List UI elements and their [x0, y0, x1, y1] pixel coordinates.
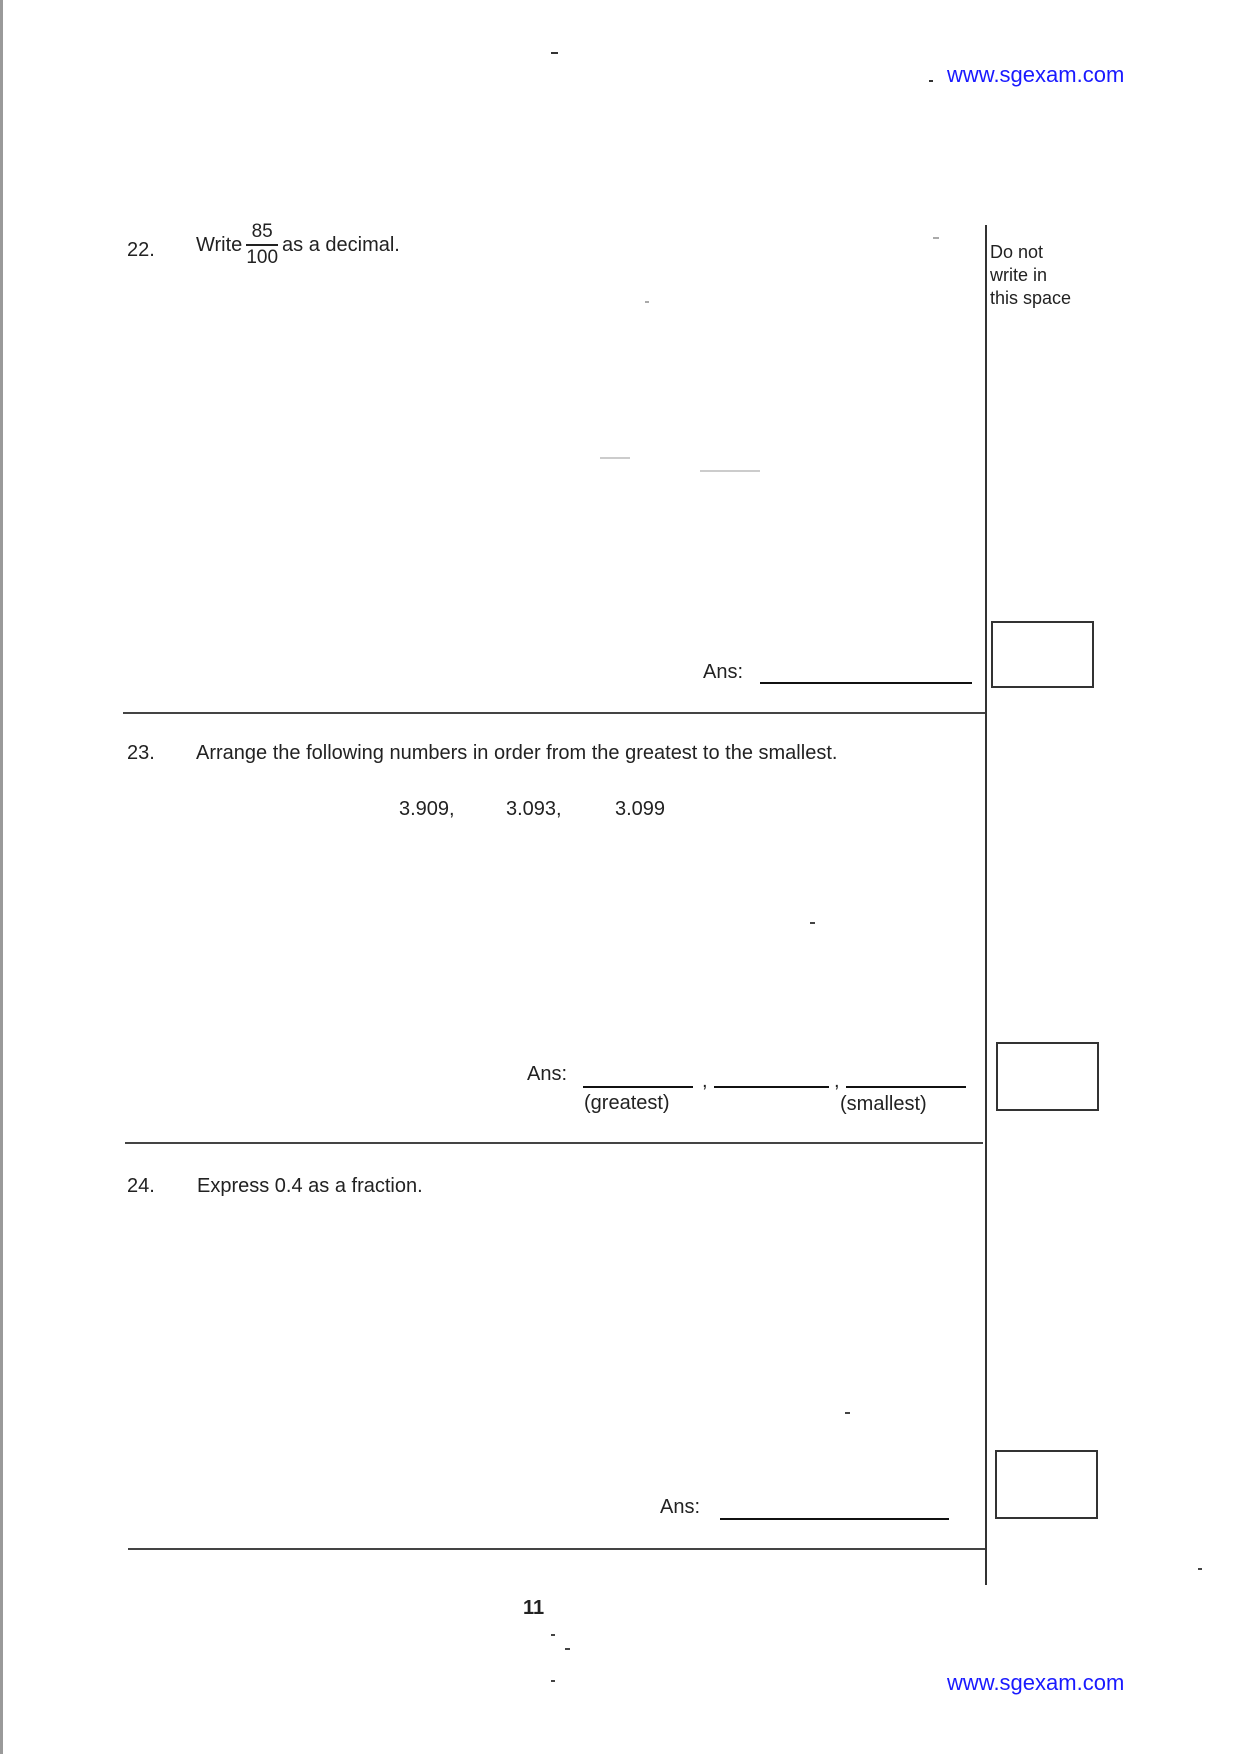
footer-site-link[interactable]: www.sgexam.com — [947, 1670, 1125, 1695]
question-text: Arrange the following numbers in order from the greatest to the smallest. — [196, 742, 838, 764]
scan-speck — [933, 237, 939, 239]
marks-box — [996, 1042, 1099, 1111]
section-divider — [125, 1142, 983, 1144]
margin-note-line: write in — [990, 265, 1048, 285]
page-number: 11 — [523, 1597, 545, 1619]
scan-speck — [600, 457, 630, 459]
scan-speck — [645, 301, 649, 303]
scan-edge — [0, 0, 3, 1754]
answer-label: Ans: — [703, 661, 744, 683]
scan-speck — [1198, 1568, 1202, 1570]
question-number: 22. — [127, 239, 155, 261]
question-text: as a decimal. — [282, 233, 400, 256]
answer-label: Ans: — [660, 1496, 701, 1518]
smallest-label: (smallest) — [840, 1093, 927, 1115]
answer-line-middle[interactable] — [714, 1086, 829, 1088]
greatest-label: (greatest) — [584, 1092, 670, 1114]
header-site-link[interactable]: www.sgexam.com — [947, 62, 1125, 87]
margin-rule — [985, 225, 987, 1585]
question-text: Write — [196, 233, 243, 256]
question-number: 24. — [127, 1175, 155, 1197]
answer-line[interactable] — [760, 682, 972, 684]
section-divider — [128, 1548, 985, 1550]
scan-speck — [845, 1412, 850, 1414]
scan-speck — [551, 1634, 555, 1636]
question-number: 23. — [127, 742, 155, 764]
fraction-denominator: 100 — [246, 247, 279, 268]
scan-speck — [810, 922, 815, 924]
answer-line-greatest[interactable] — [583, 1086, 693, 1088]
margin-note-line: Do not — [990, 242, 1044, 262]
scan-speck — [551, 52, 558, 54]
number-item: 3.909, — [399, 798, 455, 820]
marks-box — [995, 1450, 1098, 1519]
marks-box — [991, 621, 1094, 688]
question-22-text — [196, 220, 400, 270]
scan-speck — [551, 1680, 555, 1682]
fraction — [246, 220, 278, 270]
section-divider — [123, 712, 985, 714]
scan-speck — [565, 1648, 570, 1650]
scan-speck — [929, 80, 933, 82]
number-item: 3.093, — [506, 798, 562, 820]
answer-label: Ans: — [527, 1063, 568, 1085]
separator: , — [834, 1070, 840, 1092]
margin-note-line: this space — [990, 288, 1072, 308]
margin-note — [990, 241, 1071, 310]
fraction-numerator: 85 — [246, 220, 278, 246]
question-text: Express 0.4 as a fraction. — [197, 1175, 423, 1197]
answer-line[interactable] — [720, 1518, 949, 1520]
number-item: 3.099 — [615, 798, 666, 820]
answer-line-smallest[interactable] — [846, 1086, 966, 1088]
scan-speck — [700, 470, 760, 472]
separator: , — [702, 1070, 708, 1092]
